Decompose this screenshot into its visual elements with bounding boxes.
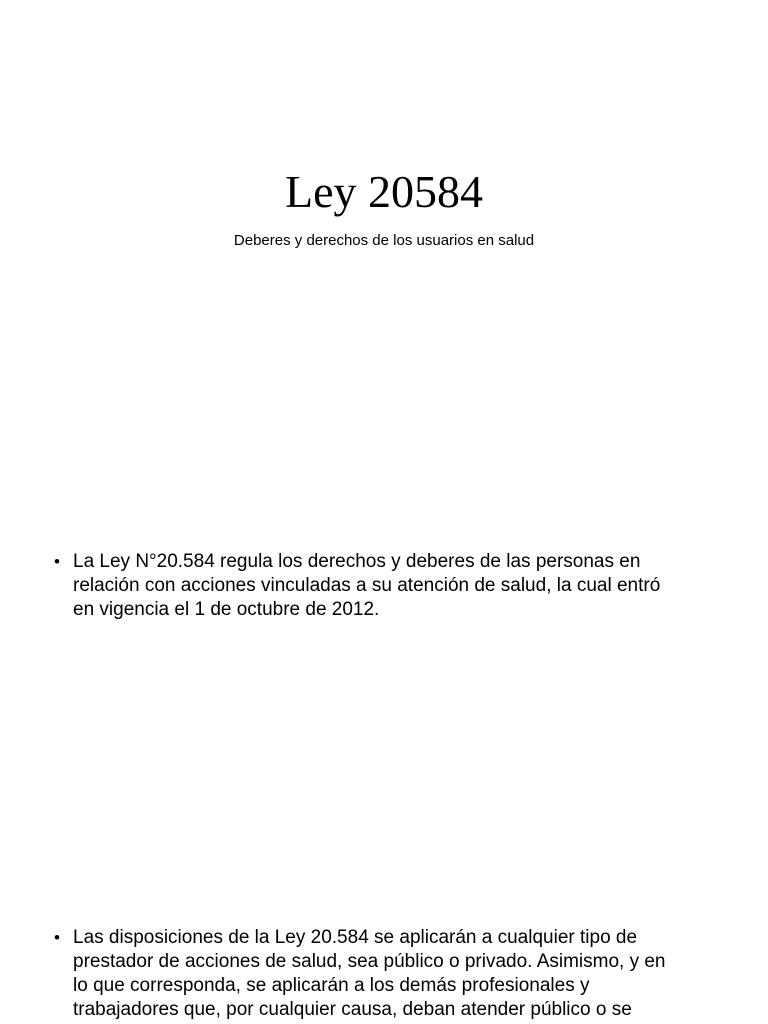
bullet-line: prestador de acciones de salud, sea público o privado. Asimismo, y en (73, 951, 666, 972)
bullet-line: en vigencia el 1 de octubre de 2012. (73, 599, 380, 620)
bullet-text (73, 926, 666, 1022)
bullet-item-1 (54, 550, 744, 622)
bullet-icon: • (54, 552, 60, 571)
slide-title: Ley 20584 (284, 166, 483, 217)
bullet-line: relación con acciones vinculadas a su atención de salud, la cual entró (73, 575, 661, 596)
bullet-line: lo que corresponda, se aplicarán a los demás profesionales y (73, 975, 590, 996)
bullet-line: Las disposiciones de la Ley 20.584 se aplicarán a cualquier tipo de (73, 927, 638, 948)
bullet-line: trabajadores que, por cualquier causa, deban atender público o se (73, 999, 632, 1020)
bullet-icon: • (54, 928, 60, 947)
bullet-text (73, 550, 660, 622)
bullet-line: La Ley N°20.584 regula los derechos y deberes de las personas en (73, 551, 641, 572)
bullet-item-2 (54, 926, 744, 1022)
slide-subtitle: Deberes y derechos de los usuarios en salud (233, 232, 535, 249)
